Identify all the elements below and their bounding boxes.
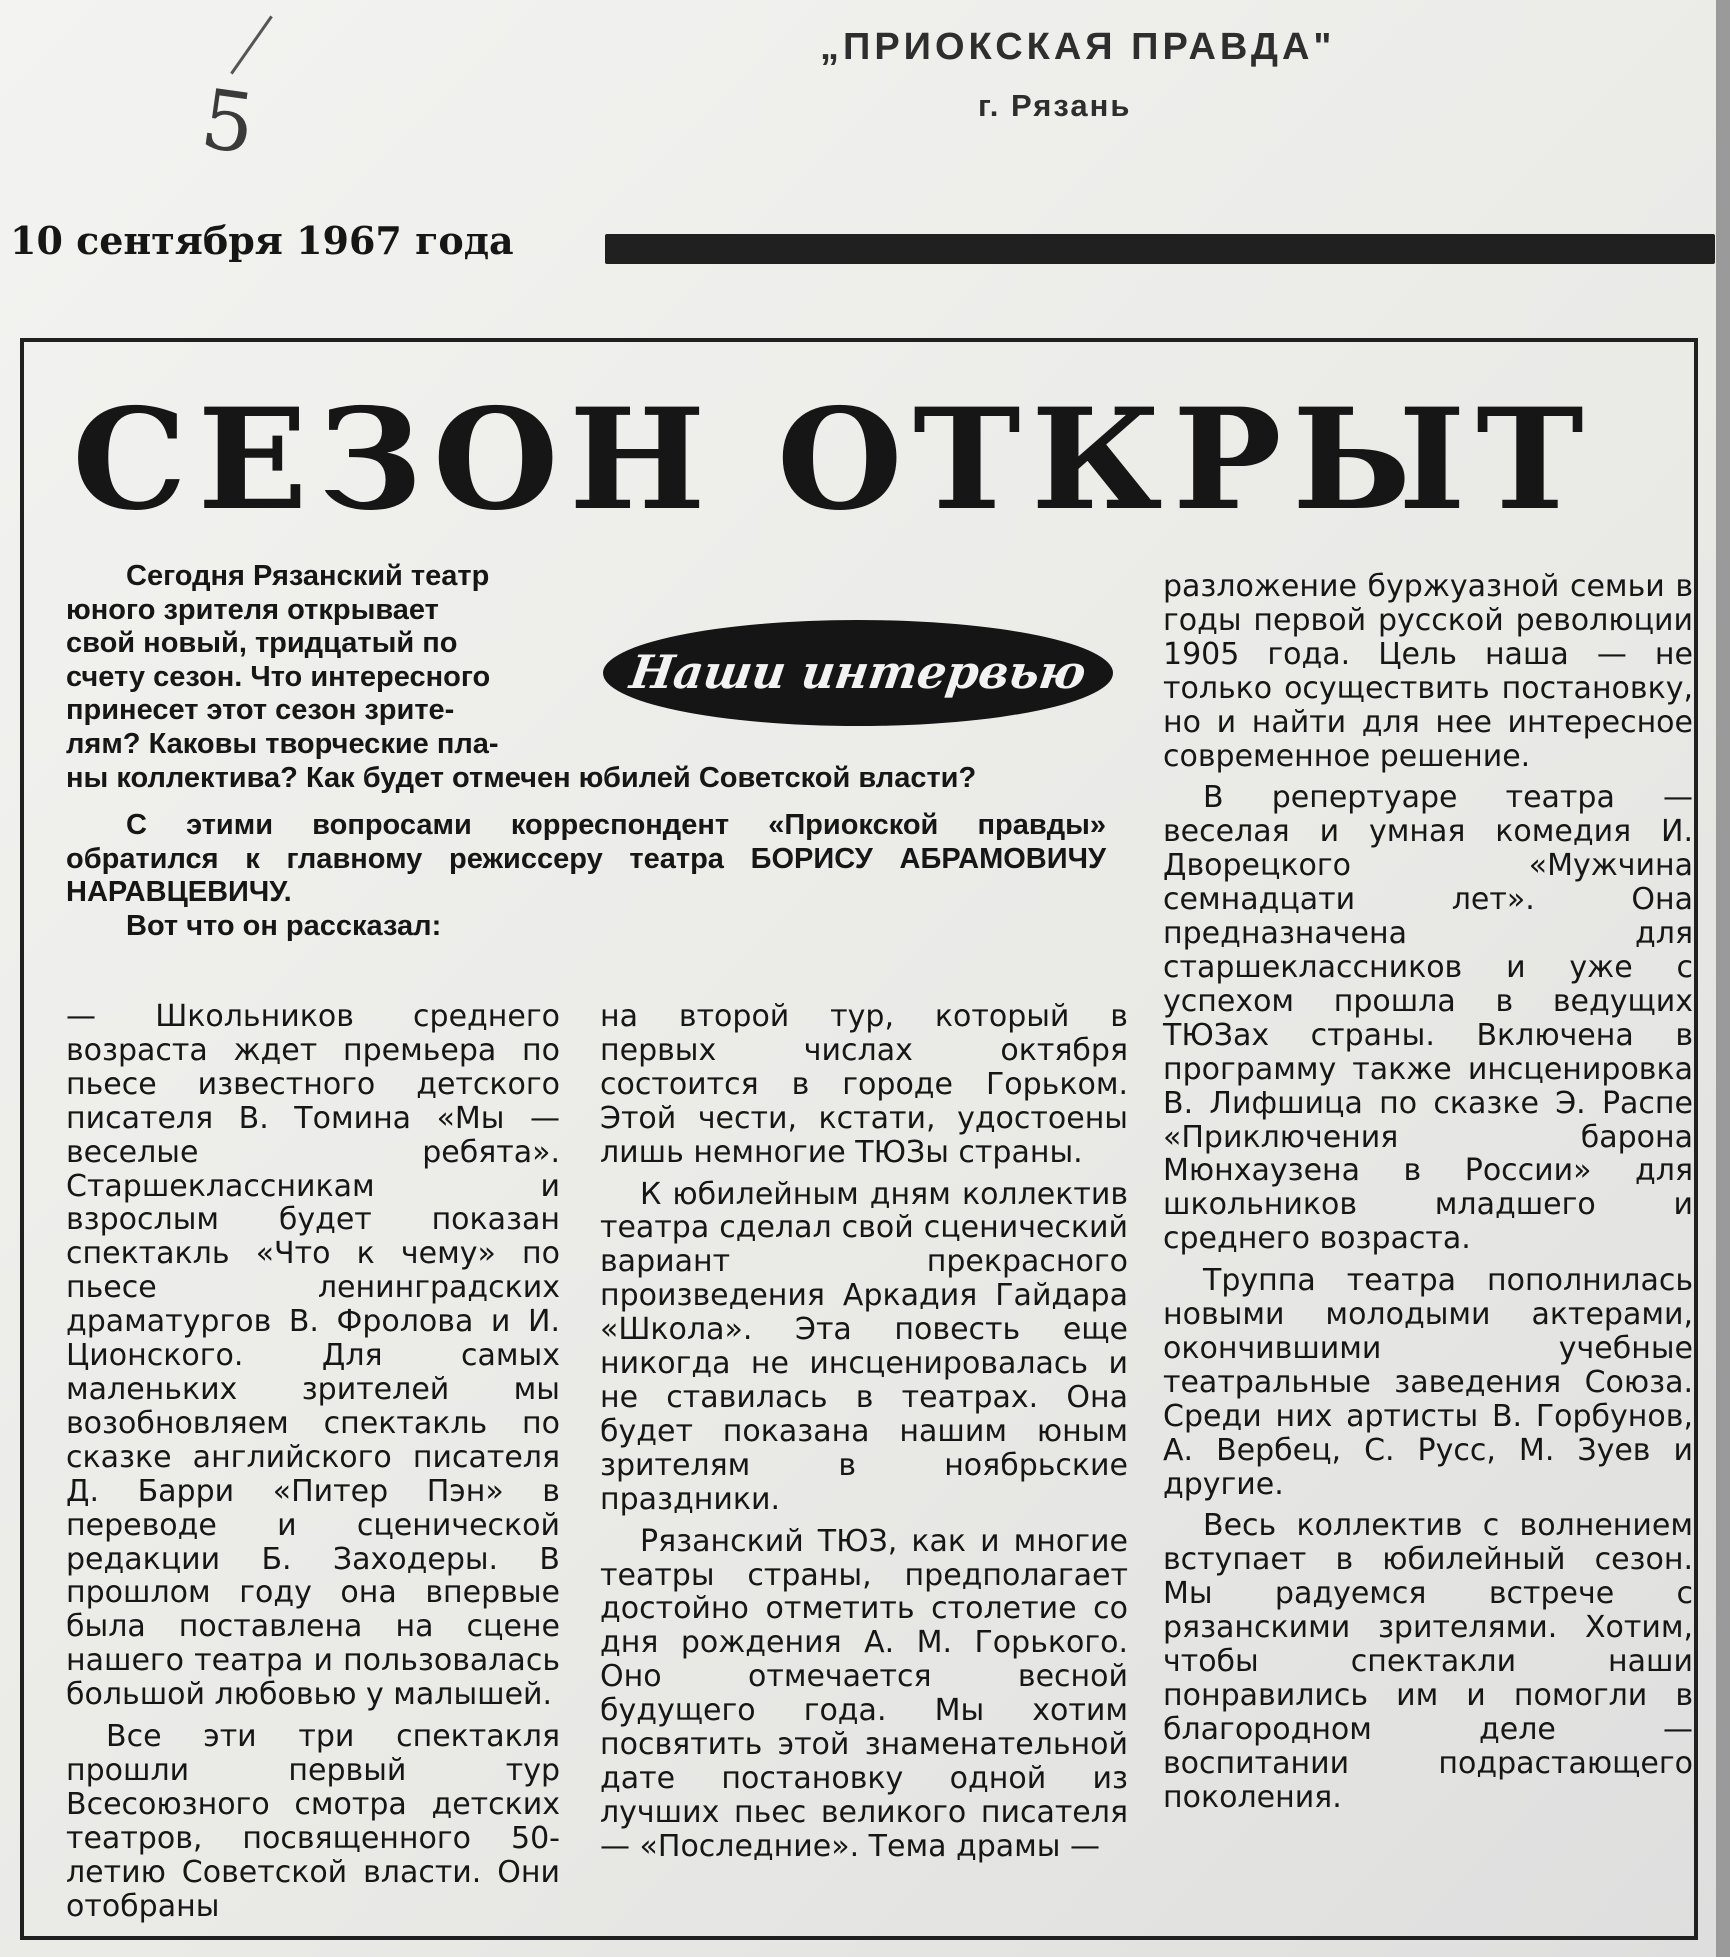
lead-line: лям? Каковы творческие пла- <box>66 727 499 760</box>
column-paragraph: разложение буржуазной семьи в годы первой русской революции 1905 года. Цель наша — не только осуществить постановку, но и найти для нее интересное современное решение. <box>1163 569 1693 774</box>
article-column-2 <box>600 1000 1128 1872</box>
article-column-1 <box>66 1000 560 1931</box>
lead-tail: ны коллектива? Как будет отмечен юбилей Советской власти? <box>66 761 977 794</box>
rubric-label: Наши интервью <box>626 645 1090 699</box>
scan-edge <box>1716 0 1730 1957</box>
column-paragraph: Все эти три спектакля прошли первый тур Всесоюзного смотра детских театров, посвященного 50-летию Советской власти. Они отобраны <box>66 1719 560 1924</box>
pencil-stroke <box>230 15 273 74</box>
article-lead <box>66 560 1106 944</box>
lead-line: Сегодня Рязанский театр <box>126 560 490 592</box>
column-paragraph: Весь коллектив с волнением вступает в юбилейный сезон. Мы радуемся встрече с рязанскими зрителями. Хотим, чтобы спектакли наши понравились им и помогли в благородном деле — воспитании подрастающего поколения. <box>1163 1508 1693 1815</box>
column-paragraph: К юбилейным дням коллектив театра сделал свой сценический вариант прекрасного произведения Аркадия Гайдара «Школа». Эта повесть еще никогда не инсценировалась и не ставилась в театрах. Она будет показана нашим юным зрителям в ноябрьские праздники. <box>600 1176 1128 1517</box>
lead-paragraph: С этими вопросами корреспондент «Приокской правды» обратился к главному режиссеру театра БОРИСУ АБРАМОВИЧУ НАРАВЦЕВИЧУ. <box>66 809 1106 909</box>
column-paragraph: В репертуаре театра — веселая и умная комедия И. Дворецкого «Мужчина семнадцати лет». Она предназначена для старшеклассников и уже с успехом прошла в ведущих ТЮЗах страны. Включена в программу также инсценировка В. Лифшица по сказке Э. Распе «Приключения барона Мюнхаузена в России» для школьников младшего и среднего возраста. <box>1163 780 1693 1257</box>
article-headline: СЕЗОН ОТКРЫТ <box>72 377 1595 541</box>
lead-line: юного зрителя открывает <box>66 593 439 626</box>
column-paragraph: — Школьников среднего возраста ждет премьера по пьесе известного детского писателя В. Томина «Мы — веселые ребята». Старшеклассникам и взрослым будет показан спектакль «Что к чему» по пьесе ленинградских драматургов В. Фролова и И. Ционского. Для самых маленьких зрителей мы возобновляем спектакль по сказке английского писателя Д. Барри «Питер Пэн» в переводе и сценической редакции Б. Заходеры. В прошлом году она впервые была поставлена на сцене нашего театра и пользовалась большой любовью у малышей. <box>66 999 560 1713</box>
issue-date: 10 сентября 1967 года <box>10 218 514 263</box>
column-paragraph: Рязанский ТЮЗ, как и многие театры страны, предполагает достойно отметить столетие со дня рождения А. М. Горького. Оно отмечается весной будущего года. Мы хотим посвятить этой знаменательной дате постановку одной из лучших пьес великого писателя — «Последние». Тема драмы — <box>600 1523 1128 1864</box>
column-paragraph: Труппа театра пополнилась новыми молодыми актерами, окончившими учебные театральные заведения Союза. Среди них артисты В. Горбунов, А. Вербец, С. Русс, М. Зуев и другие. <box>1163 1263 1693 1502</box>
lead-paragraph: Вот что он рассказал: <box>126 909 442 942</box>
lead-line: свой новый, тридцатый по <box>66 627 458 660</box>
handwritten-page-number: 5 <box>195 71 261 174</box>
lead-line: счету сезон. Что интересного <box>66 660 491 693</box>
column-paragraph: на второй тур, который в первых числах октября состоится в городе Горьком. Этой чести, кстати, удостоены лишь немногие ТЮЗы страны. <box>600 999 1128 1170</box>
article-column-3 <box>1163 570 1693 1823</box>
lead-line: принесет этот сезон зрите- <box>66 694 455 727</box>
date-rule <box>605 234 1715 264</box>
newspaper-name-stamp: „ПРИОКСКАЯ ПРАВДА" <box>820 26 1336 68</box>
newspaper-city-stamp: г. Рязань <box>978 88 1132 123</box>
